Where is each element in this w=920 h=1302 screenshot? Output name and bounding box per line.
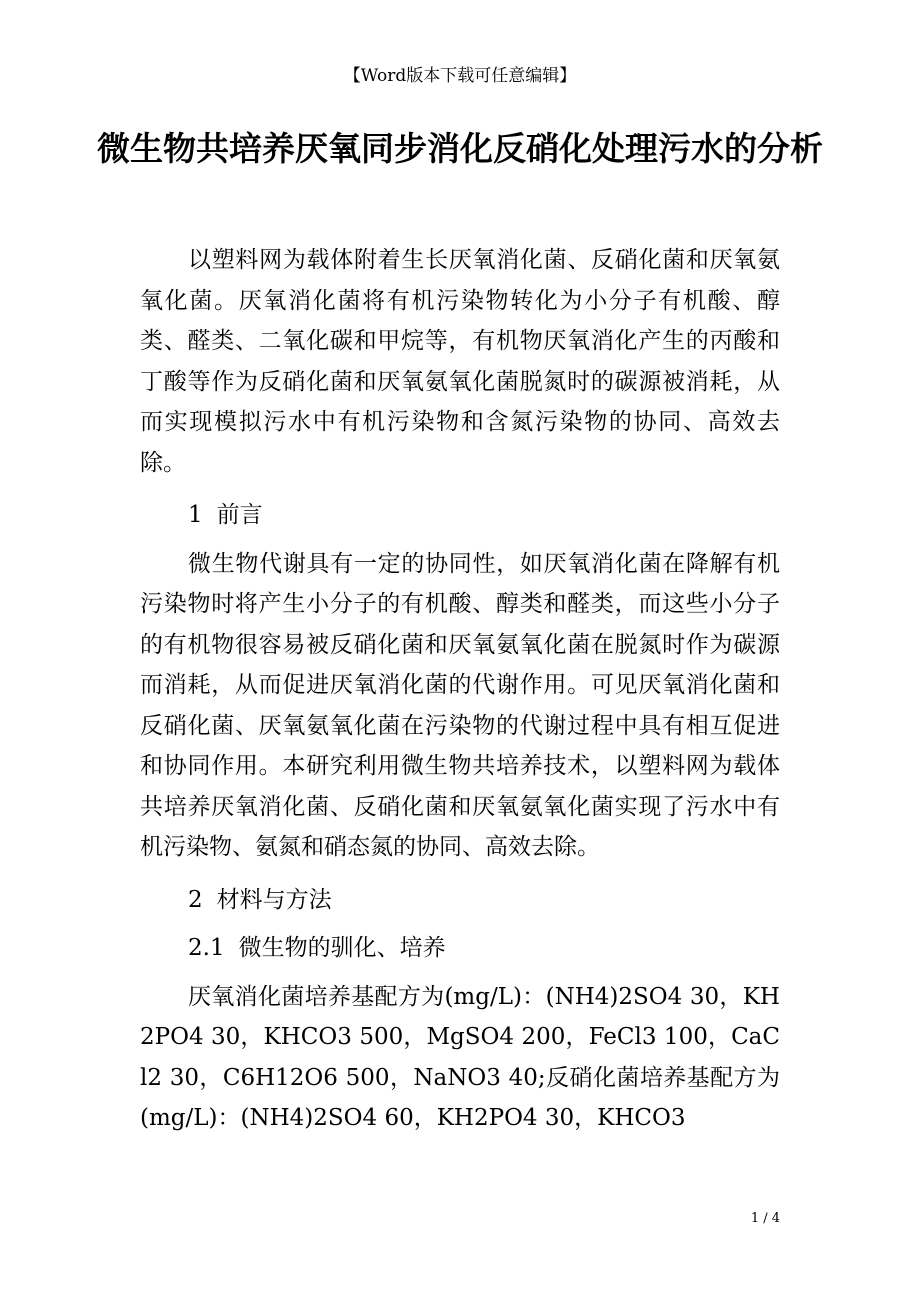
document-title: 微生物共培养厌氧同步消化反硝化处理污水的分析 [97, 129, 823, 168]
page-number: 1 / 4 [750, 1211, 780, 1226]
section-number: 2.1 [188, 935, 225, 961]
section-number: 2 [188, 886, 203, 913]
document-body [140, 240, 780, 1139]
section-title: 微生物的驯化、培养 [238, 935, 446, 961]
section-title: 前言 [216, 502, 263, 528]
section-heading-2-1 [140, 928, 780, 969]
section-paragraph-1: 微生物代谢具有一定的协同性，如厌氧消化菌在降解有机污染物时将产生小分子的有机酸、醇类和醛类，而这些小分子的有机物很容易被反硝化菌和厌氧氨氧化菌在脱氮时作为碳源而消耗，从而促进厌氧消化菌的代谢作用。可见厌氧消化菌和反硝化菌、厌氧氨氧化菌在污染物的代谢过程中具有相互促进和协同作用。本研究利用微生物共培养技术，以塑料网为载体共培养厌氧消化菌、反硝化菌和厌氧氨氧化菌实现了污水中有机污染物、氨氮和硝态氮的协同、高效去除。 [140, 550, 780, 860]
section-number: 1 [188, 502, 203, 528]
page-header: 【Word版本下载可任意编辑】 [343, 66, 577, 86]
section-heading-2 [140, 880, 780, 921]
section-paragraph-2-1: 厌氧消化菌培养基配方为(mg/L)：(NH4)2SO4 30，KH2PO4 30，KHCO3 500，MgSO4 200，FeCl3 100，CaCl2 30，C6H12O6 500，NaNO3 40;反硝化菌培养基配方为(mg/L)：(NH4)2SO4 60，KH2PO4 30，KHCO3 [140, 983, 780, 1131]
section-heading-1 [140, 495, 780, 536]
section-title: 材料与方法 [216, 886, 332, 913]
abstract-paragraph: 以塑料网为载体附着生长厌氧消化菌、反硝化菌和厌氧氨氧化菌。厌氧消化菌将有机污染物转化为小分子有机酸、醇类、醛类、二氧化碳和甲烷等，有机物厌氧消化产生的丙酸和丁酸等作为反硝化菌和厌氧氨氧化菌脱氮时的碳源被消耗，从而实现模拟污水中有机污染物和含氮污染物的协同、高效去除。 [140, 247, 780, 476]
